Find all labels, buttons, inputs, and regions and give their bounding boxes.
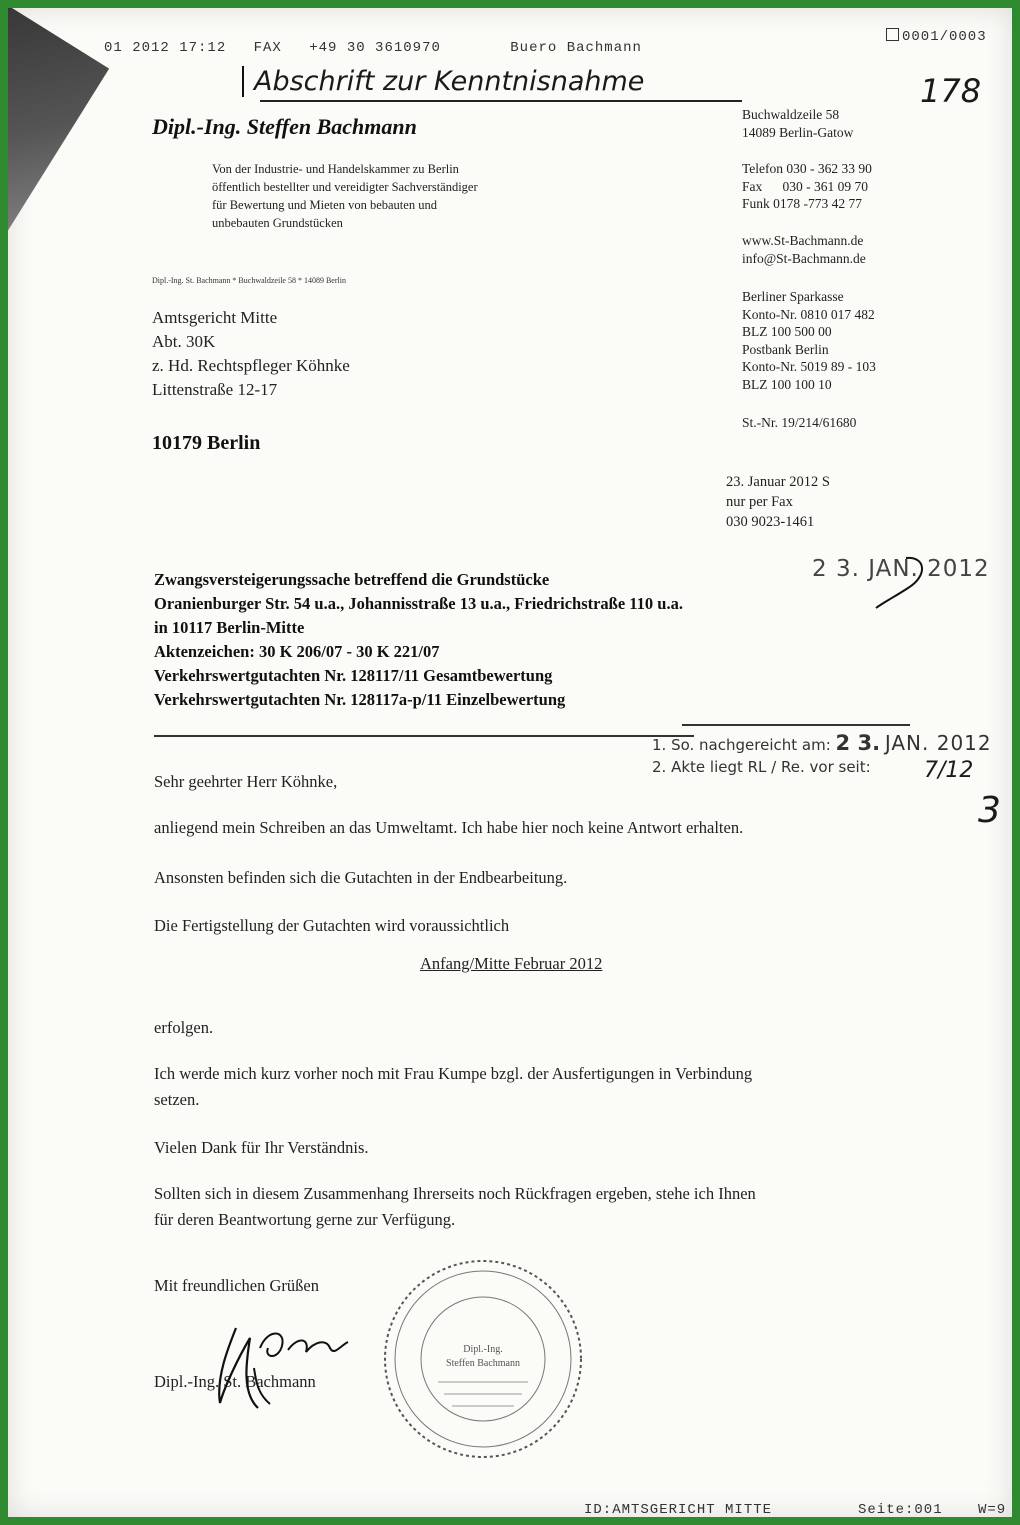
subject-line: Verkehrswertgutachten Nr. 128117a-p/11 Einzelbewertung (154, 690, 566, 709)
letter-date: 23. Januar 2012 S (726, 474, 830, 490)
stamp-line-1-date: JAN. 2012 (884, 731, 992, 755)
contact-street: Buchwaldzeile 58 (742, 107, 840, 122)
recipient-line: Amtsgericht Mitte (152, 308, 278, 327)
fax-header (104, 40, 660, 56)
return-address: Dipl.-Ing. St. Bachmann * Buchwaldzeile 58 * 14089 Berlin (152, 276, 346, 285)
handwritten-check-mark (866, 554, 956, 614)
body-paragraph: anliegend mein Schreiben an das Umweltamt. Ich habe hier noch keine Antwort erhalten. (154, 818, 744, 837)
body-paragraph: erfolgen. (154, 1018, 214, 1037)
handwritten-number: 178 (920, 72, 982, 110)
fax-date-time: 01 2012 17:12 (104, 40, 227, 56)
subject-divider (154, 735, 694, 737)
fax-page-count (886, 28, 987, 45)
fax-footer-w: W=9 (978, 1502, 1007, 1517)
fax-footer-page: Seite:001 (858, 1502, 943, 1517)
bank1-name: Berliner Sparkasse (742, 289, 844, 304)
fax-label: FAX (253, 40, 282, 56)
sender-description-line: öffentlich bestellter und vereidigter Sachverständiger (212, 180, 478, 194)
fax-document-page (8, 8, 1012, 1517)
handwritten-date: 7/12 (924, 758, 974, 783)
bank2-blz: BLZ 100 100 10 (742, 376, 832, 392)
sender-name: Dipl.-Ing. Steffen Bachmann (152, 114, 417, 139)
subject-line: Zwangsversteigerungssache betreffend die Grundstücke (154, 570, 550, 589)
handwritten-signature (198, 1308, 368, 1418)
closing-greeting: Mit freundlichen Grüßen (154, 1276, 319, 1295)
recipient-line: z. Hd. Rechtspfleger Köhnke (152, 356, 350, 375)
contact-phones (742, 160, 872, 213)
fax-number: +49 30 3610970 (309, 40, 441, 56)
stamp-line-1-day: 2 3. (835, 731, 881, 755)
body-paragraph: Die Fertigstellung der Gutachten wird voraussichtlich (154, 916, 510, 935)
bank-details (742, 288, 876, 393)
signature-name: Dipl.-Ing. St. Bachmann (154, 1372, 316, 1391)
folded-corner (8, 8, 109, 264)
sender-description-line: Von der Industrie- und Handelskammer zu Berlin (212, 162, 459, 176)
fax-footer-recipient: ID:AMTSGERICHT MITTE (584, 1502, 773, 1517)
contact-email: info@St-Bachmann.de (742, 250, 866, 266)
handwritten-digit: 3 (978, 790, 1001, 831)
salutation: Sehr geehrter Herr Köhnke, (154, 772, 338, 791)
contact-fax: Fax 030 - 361 09 70 (742, 178, 868, 194)
delivery-method: nur per Fax (726, 494, 793, 510)
stamp-line-1 (652, 732, 992, 756)
recipient-city: 10179 Berlin (152, 432, 261, 454)
date-block (726, 472, 830, 532)
fax-page-count-text: 0001/0003 (902, 29, 987, 45)
bank1-account: Konto-Nr. 0810 017 482 (742, 306, 875, 322)
sender-description-line: unbebauten Grundstücken (212, 216, 343, 230)
body-paragraph: Sollten sich in diesem Zusammenhang Ihrerseits noch Rückfragen ergeben, stehe ich Ihnen (154, 1184, 756, 1203)
sender-description-line: für Bewertung und Mieten von bebauten und (212, 198, 437, 212)
received-date-stamp: 2 3. JAN. 2012 (812, 556, 990, 582)
official-seal (378, 1254, 588, 1464)
stamp-line-1-prefix: 1. So. nachgereicht am: (652, 736, 831, 754)
bank2-name: Postbank Berlin (742, 341, 829, 357)
recipient-line: Abt. 30K (152, 332, 216, 351)
subject-line: in 10117 Berlin-Mitte (154, 618, 305, 637)
recipient-line: Littenstraße 12-17 (152, 380, 278, 399)
recipient-fax: 030 9023-1461 (726, 514, 815, 530)
fax-sender: Buero Bachmann (510, 40, 642, 56)
subject-line: Aktenzeichen: 30 K 206/07 - 30 K 221/07 (154, 642, 440, 661)
recipient-address (152, 306, 350, 402)
seal-center-line-2: Steffen Bachmann (446, 1358, 520, 1369)
stamp-line-2: 2. Akte liegt RL / Re. vor seit: (652, 758, 871, 776)
stamp-divider (682, 724, 910, 726)
body-paragraph: Ansonsten befinden sich die Gutachten in der Endbearbeitung. (154, 868, 568, 887)
contact-online (742, 232, 866, 267)
bank1-blz: BLZ 100 500 00 (742, 324, 832, 339)
contact-phone: Telefon 030 - 362 33 90 (742, 161, 872, 176)
fax-box-icon (886, 28, 899, 41)
contact-address (742, 106, 853, 141)
body-paragraph: Ich werde mich kurz vorher noch mit Frau Kumpe bzgl. der Ausfertigungen in Verbindung (154, 1064, 753, 1083)
sender-description (212, 160, 552, 232)
body-paragraph: Vielen Dank für Ihr Verständnis. (154, 1138, 369, 1157)
seal-center-line-1: Dipl.-Ing. (463, 1344, 503, 1355)
subject-line: Oranienburger Str. 54 u.a., Johannisstraße 13 u.a., Friedrichstraße 110 u.a. (154, 594, 683, 613)
bank2-account: Konto-Nr. 5019 89 - 103 (742, 359, 876, 374)
body-paragraph: für deren Beantwortung gerne zur Verfügung. (154, 1210, 456, 1229)
handwritten-underline (260, 100, 742, 102)
completion-date: Anfang/Mitte Februar 2012 (420, 954, 603, 973)
body-paragraph: setzen. (154, 1090, 200, 1109)
contact-mobile: Funk 0178 -773 42 77 (742, 196, 863, 211)
subject-line: Verkehrswertgutachten Nr. 128117/11 Gesamtbewertung (154, 666, 553, 685)
tax-id: St.-Nr. 19/214/61680 (742, 415, 857, 430)
contact-city: 14089 Berlin-Gatow (742, 124, 854, 140)
handwritten-note: Abschrift zur Kenntnisnahme (242, 66, 644, 97)
contact-web: www.St-Bachmann.de (742, 233, 864, 248)
subject-block (154, 568, 683, 712)
